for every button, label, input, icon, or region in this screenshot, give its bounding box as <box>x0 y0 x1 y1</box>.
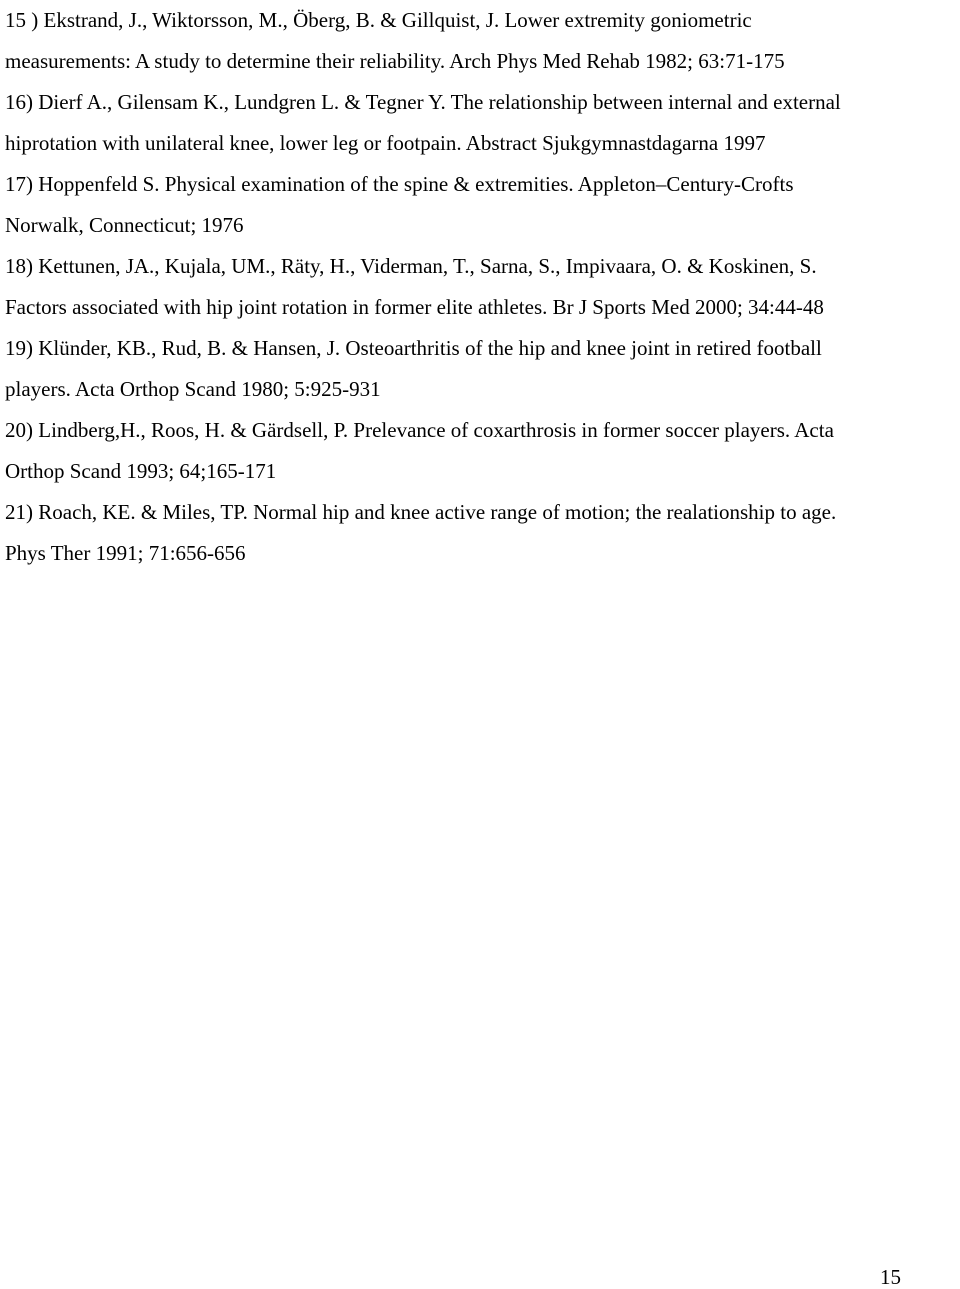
reference-item-18 <box>5 246 957 328</box>
reference-item-16 <box>5 82 957 164</box>
reference-item-21 <box>5 492 957 574</box>
page-number: 15 <box>880 1265 901 1289</box>
reference-line: 20) Lindberg,H., Roos, H. & Gärdsell, P. Prelevance of coxarthrosis in former soccer players. Acta <box>5 418 834 442</box>
reference-line: players. Acta Orthop Scand 1980; 5:925-931 <box>5 377 381 401</box>
reference-line: measurements: A study to determine their reliability. Arch Phys Med Rehab 1982; 63:71-175 <box>5 49 785 73</box>
reference-line: Phys Ther 1991; 71:656-656 <box>5 541 246 565</box>
reference-line: Orthop Scand 1993; 64;165-171 <box>5 459 277 483</box>
reference-line: Factors associated with hip joint rotation in former elite athletes. Br J Sports Med 2000; 34:44-48 <box>5 295 824 319</box>
reference-item-15 <box>5 0 957 82</box>
reference-line: 17) Hoppenfeld S. Physical examination of the spine & extremities. Appleton–Century-Crofts <box>5 172 794 196</box>
reference-line: 18) Kettunen, JA., Kujala, UM., Räty, H., Viderman, T., Sarna, S., Impivaara, O. & Koskinen, S. <box>5 254 817 278</box>
reference-item-20 <box>5 410 957 492</box>
reference-line: hiprotation with unilateral knee, lower leg or footpain. Abstract Sjukgymnastdagarna 1997 <box>5 131 766 155</box>
reference-item-19 <box>5 328 957 410</box>
reference-line: 15 ) Ekstrand, J., Wiktorsson, M., Öberg, B. & Gillquist, J. Lower extremity goniometric <box>5 8 752 32</box>
reference-line: 21) Roach, KE. & Miles, TP. Normal hip and knee active range of motion; the realationship to age. <box>5 500 837 524</box>
reference-line: 19) Klünder, KB., Rud, B. & Hansen, J. Osteoarthritis of the hip and knee joint in retired football <box>5 336 822 360</box>
reference-line: Norwalk, Connecticut; 1976 <box>5 213 244 237</box>
reference-list <box>5 0 957 574</box>
reference-item-17 <box>5 164 957 246</box>
reference-line: 16) Dierf A., Gilensam K., Lundgren L. & Tegner Y. The relationship between internal and external <box>5 90 841 114</box>
